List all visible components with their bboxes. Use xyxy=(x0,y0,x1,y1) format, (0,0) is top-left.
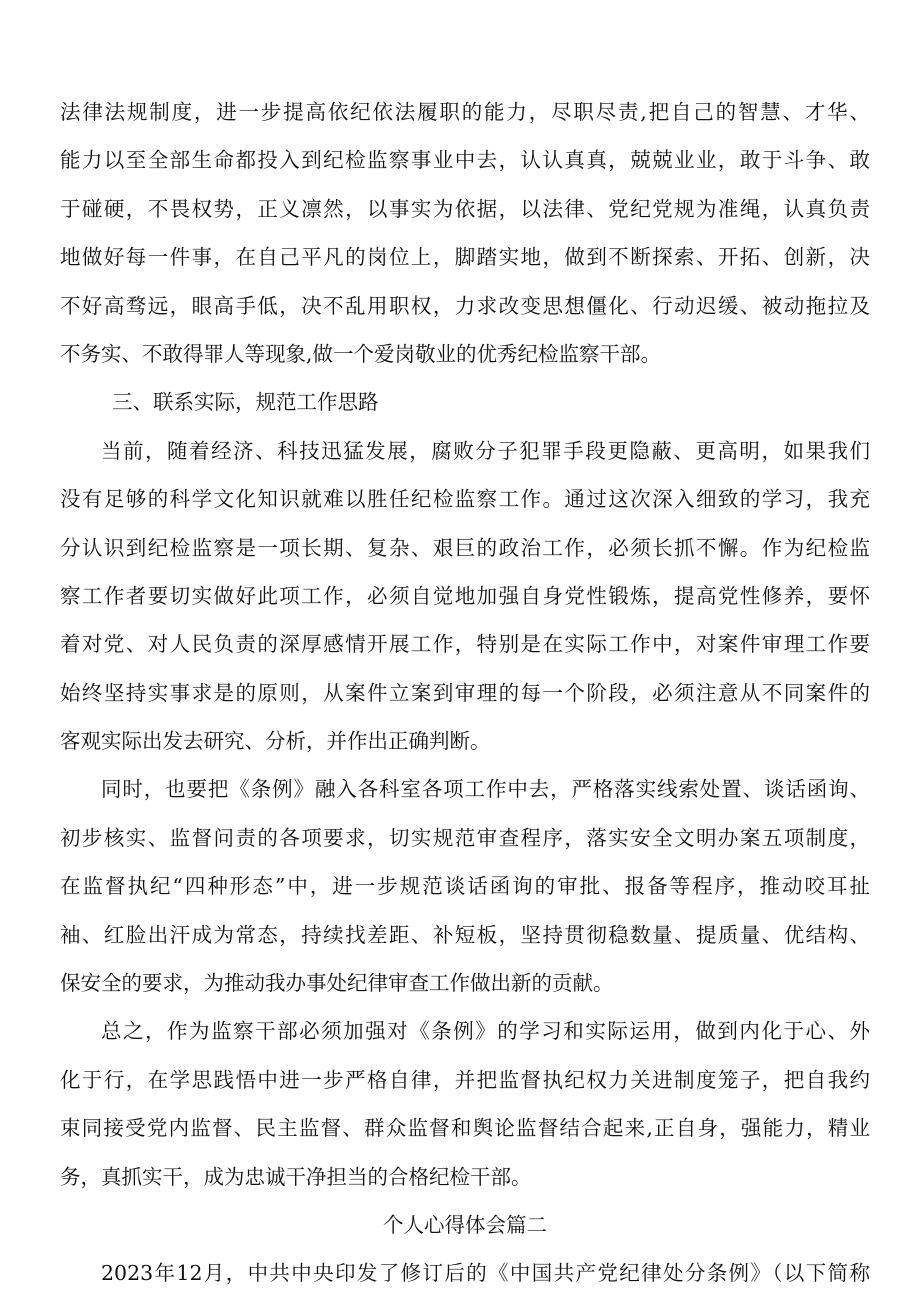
text-line: 客观实际出发去研究、分析，并作出正确判断。 xyxy=(60,729,491,754)
text-line: 法律法规制度，进一步提高依纪依法履职的能力，尽职尽责,把自己的智慧、才华、 xyxy=(60,100,870,124)
text-line: 同时，也要把《条例》融入各科室各项工作中去，严格落实线索处置、谈话函询、 xyxy=(101,777,870,802)
text-line: 始终坚持实事求是的原则，从案件立案到审理的每一个阶段，必须注意从不同案件的 xyxy=(60,680,870,705)
text-line: 着对党、对人民负责的深厚感情开展工作，特别是在实际工作中，对案件审理工作要 xyxy=(60,632,870,657)
text-line: 分认识到纪检监察是一项长期、复杂、艰巨的政治工作，必须长抓不懈。作为纪检监 xyxy=(60,535,870,560)
text-line: 在监督执纪“四种形态”中，进一步规范谈话函询的审批、报备等程序，推动咬耳扯 xyxy=(60,874,870,899)
text-line: 不务实、不敢得罪人等现象,做一个爱岗敬业的优秀纪检监察干部。 xyxy=(60,341,662,366)
text-line: 束同接受党内监督、民主监督、群众监督和舆论监督结合起来,正自身，强能力，精业 xyxy=(60,1116,870,1141)
text-line: 化于行，在学思践悟中进一步严格自律，并把监督执纪权力关进制度笼子，把自我约 xyxy=(60,1067,870,1092)
text-line: 地做好每一件事，在自己平凡的岗位上，脚踏实地，做到不断探索、开拓、创新，决 xyxy=(60,245,870,270)
text-line: 2023年12月，中共中央印发了修订后的《中国共产党纪律处分条例》（以下简称 xyxy=(101,1261,870,1286)
text-line: 保安全的要求，为推动我办事处纪律审查工作做出新的贡献。 xyxy=(60,971,614,996)
text-line: 初步核实、监督问责的各项要求，切实规范审查程序，落实安全文明办案五项制度， xyxy=(60,825,870,850)
text-line: 务，真抓实干，成为忠诚干净担当的合格纪检干部。 xyxy=(60,1164,532,1189)
section-title: 个人心得体会篇二 xyxy=(383,1212,547,1237)
text-line: 袖、红脸出汗成为常态，持续找差距、补短板，坚持贯彻稳数量、提质量、优结构、 xyxy=(60,922,870,947)
text-line: 不好高骛远，眼高手低，决不乱用职权，力求改变思想僵化、行动迟缓、被动拖拉及 xyxy=(60,293,870,318)
text-line: 察工作者要切实做好此项工作，必须自觉地加强自身党性锻炼，提高党性修养，要怀 xyxy=(60,583,870,608)
text-line: 没有足够的科学文化知识就难以胜任纪检监察工作。通过这次深入细致的学习，我充 xyxy=(60,487,870,512)
document-page xyxy=(60,88,870,1298)
section-heading: 三、联系实际，规范工作思路 xyxy=(112,390,379,415)
text-line: 当前，随着经济、科技迅猛发展，腐败分子犯罪手段更隐蔽、更高明，如果我们 xyxy=(101,438,870,463)
text-line: 能力以至全部生命都投入到纪检监察事业中去，认认真真，兢兢业业，敢于斗争、敢 xyxy=(60,148,870,173)
text-line: 总之，作为监察干部必须加强对《条例》的学习和实际运用，做到内化于心、外 xyxy=(101,1019,870,1044)
text-line: 于碰硬，不畏权势，正义凛然，以事实为依据，以法律、党纪党规为准绳，认真负责 xyxy=(60,196,870,221)
